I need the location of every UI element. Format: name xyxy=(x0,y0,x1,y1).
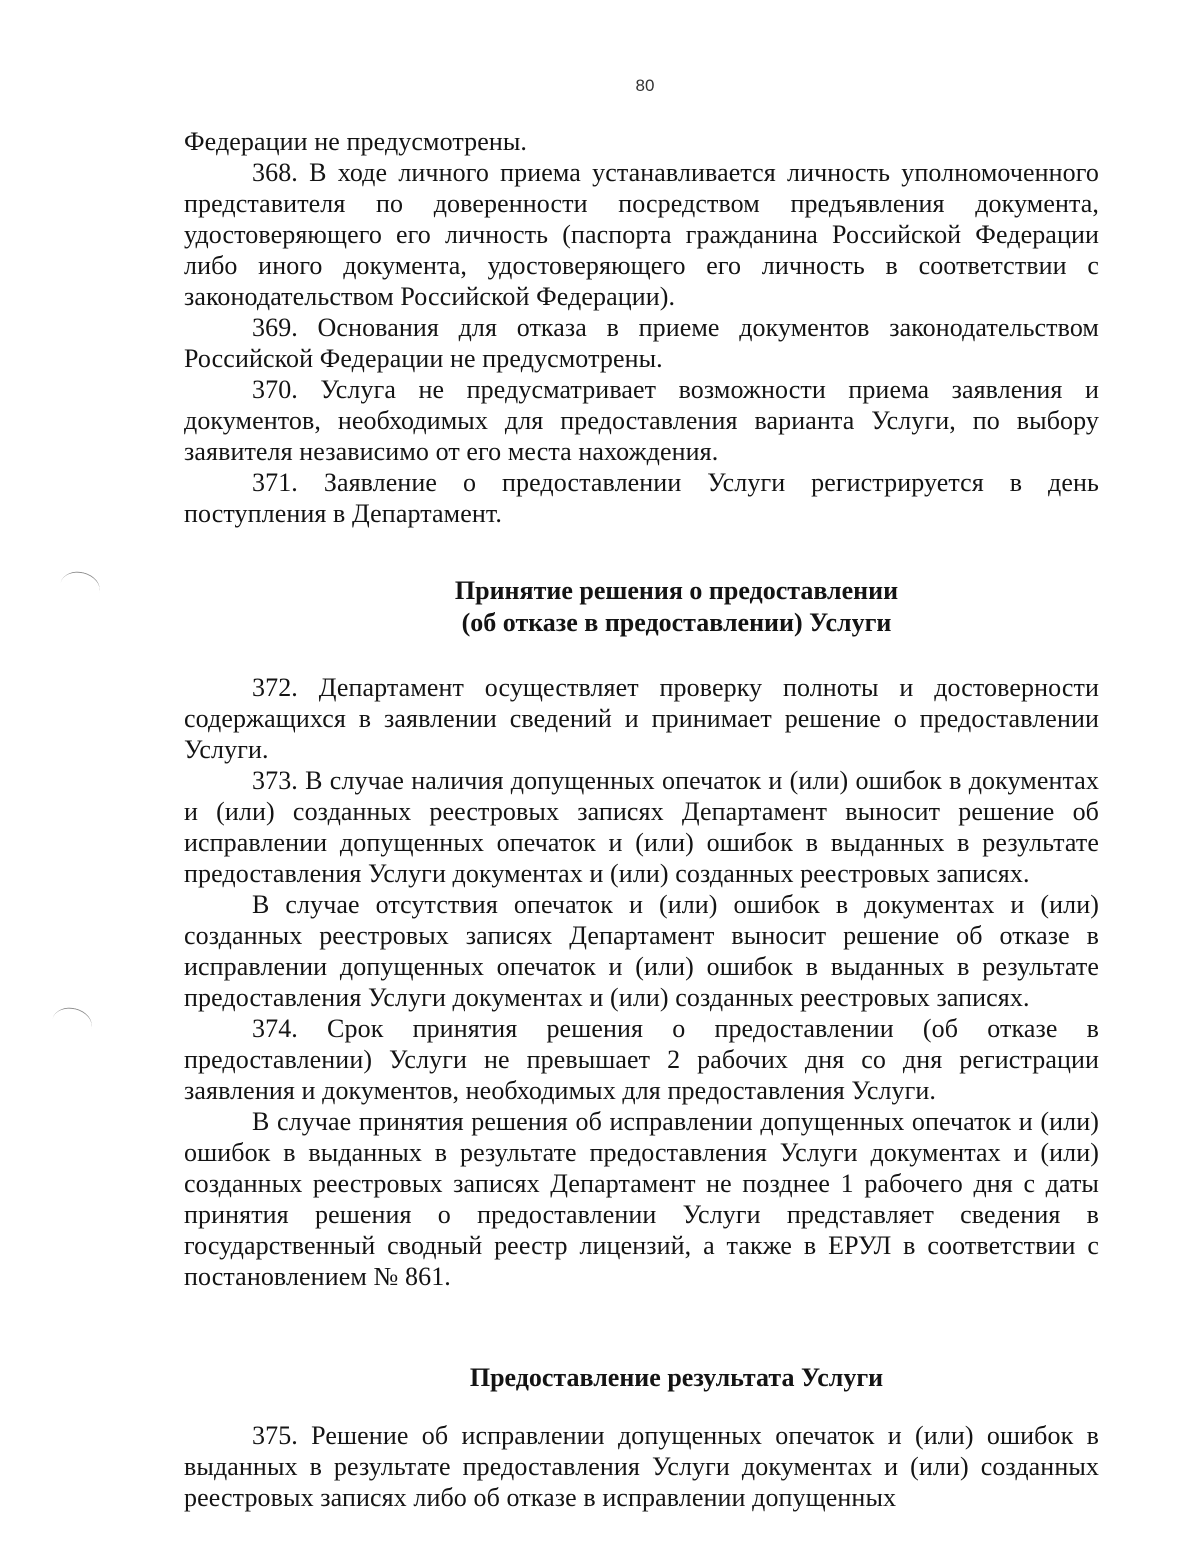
section-heading-decision-line2: (об отказе в предоставлении) Услуги xyxy=(461,608,892,637)
paragraph-372: 372. Департамент осуществляет проверку полноты и достоверности содержащихся в заявлении сведений и принимает решение о предоставлении Услуги. xyxy=(184,673,1099,764)
paragraph-371: 371. Заявление о предоставлении Услуги регистрируется в день поступления в Департамент. xyxy=(184,468,1099,528)
paragraph-373-absence: В случае отсутствия опечаток и (или) ошибок в документах и (или) созданных реестровых записях Департамент выносит решение об отказе в исправлении допущенных опечаток и (или) ошибок в выданных в результате предоставления Услуги документах и (или) созданных реестровых записях. xyxy=(184,890,1099,1012)
paragraph-374-registry: В случае принятия решения об исправлении допущенных опечаток и (или) ошибок в выданных в результате предоставления Услуги документах и (или) созданных реестровых записях Департамент не позднее 1 рабочего дня с даты принятия решения о предоставлении Услуги представляет сведения в государственный сводный реестр лицензий, а также в ЕРУЛ в соответствии с постановлением № 861. xyxy=(184,1107,1099,1291)
text-block-result xyxy=(184,1420,1099,1513)
paragraph-370: 370. Услуга не предусматривает возможности приема заявления и документов, необходимых для предоставления варианта Услуги, по выбору заявителя независимо от его места нахождения. xyxy=(184,375,1099,466)
paragraph-368: 368. В ходе личного приема устанавливается личность уполномоченного представителя по доверенности посредством предъявления документа, удостоверяющего его личность (паспорта гражданина Российской Федерации либо иного документа, удостоверяющего его личность в соответствии с законодательством Российской Федерации). xyxy=(184,158,1099,311)
paragraph-373: 373. В случае наличия допущенных опечаток и (или) ошибок в документах и (или) созданных реестровых записях Департамент выносит решение об исправлении допущенных опечаток и (или) ошибок в выданных в результате предоставления Услуги документах и (или) созданных реестровых записях. xyxy=(184,766,1099,888)
section-heading-decision-line1: Принятие решения о предоставлении xyxy=(454,576,899,605)
paragraph-continuation: Федерации не предусмотрены. xyxy=(184,127,528,156)
section-heading-result: Предоставление результата Услуги xyxy=(469,1363,884,1392)
text-block-intro xyxy=(184,126,1099,529)
paragraph-374: 374. Срок принятия решения о предоставлении (об отказе в предоставлении) Услуги не превышает 2 рабочих дня со дня регистрации заявления и документов, необходимых для предоставления Услуги. xyxy=(184,1014,1099,1105)
paragraph-369: 369. Основания для отказа в приеме документов законодательством Российской Федерации не предусмотрены. xyxy=(184,313,1099,373)
page-number: 80 xyxy=(635,76,655,95)
scan-mark-top xyxy=(57,568,103,608)
text-block-decision xyxy=(184,672,1099,1292)
scan-mark-bottom xyxy=(49,1004,95,1044)
paragraph-375: 375. Решение об исправлении допущенных опечаток и (или) ошибок в выданных в результате предоставления Услуги документах и (или) созданных реестровых записях либо об отказе в исправлении допущенных xyxy=(184,1421,1099,1512)
